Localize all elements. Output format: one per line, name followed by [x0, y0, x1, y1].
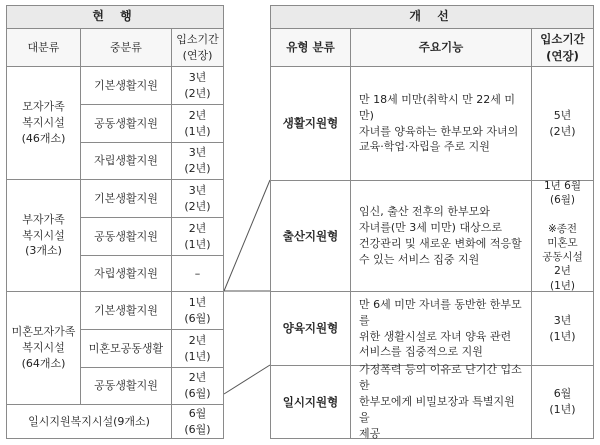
function-description: 임신, 출산 전후의 한부모와 자녀를(만 3세 미만) 대상으로 건강관리 및 새로운 변화에 적응할 수 있는 서비스 집중 지원 — [350, 180, 532, 292]
sub-category-cell: 공동생활지원 — [80, 217, 172, 256]
header-type: 유형 분류 — [270, 28, 351, 67]
period-cell: 1년 (6월) — [171, 291, 224, 330]
period-cell: 3년 (2년) — [171, 66, 224, 105]
period-cell: 3년 (2년) — [171, 142, 224, 180]
type-living-support: 생활지원형 — [270, 66, 351, 181]
header-stay-period: 입소기간 (연장) — [171, 28, 224, 67]
sub-category-cell: 기본생활지원 — [80, 66, 172, 105]
period-cell: 3년 (2년) — [171, 179, 224, 218]
sub-category-cell: 미혼모공동생활 — [80, 329, 172, 368]
group-unwed-mother-facility: 미혼모자가족 복지시설 (64개소) — [6, 291, 81, 405]
connector-line — [224, 365, 270, 394]
function-description: 만 6세 미만 자녀를 동반한 한부모를 위한 생활시설로 자녀 양육 관련 서비스를 집중적으로 지원 — [350, 291, 532, 366]
period-cell: 2년 (1년) — [171, 104, 224, 143]
group-mother-child-facility: 모자가족 복지시설 (46개소) — [6, 66, 81, 180]
period-cell: – — [171, 255, 224, 292]
sub-category-cell: 기본생활지원 — [80, 179, 172, 218]
header-stay-period: 입소기간 (연장) — [531, 28, 594, 67]
sub-category-cell: 기본생활지원 — [80, 291, 172, 330]
connector-line — [224, 180, 270, 291]
function-description: 만 18세 미만(취학시 만 22세 미만) 자녀를 양육하는 한부모와 자녀의 교육·학업·자립을 주로 지원 — [350, 66, 532, 181]
temporary-support-facility: 일시지원복지시설(9개소) — [6, 404, 172, 439]
right-table-title: 개 선 — [270, 5, 594, 29]
type-childbirth-support: 출산지원형 — [270, 180, 351, 292]
period-cell: 5년 (2년) — [531, 66, 594, 181]
header-sub-category: 중분류 — [80, 28, 172, 67]
function-description: 가정폭력 등의 이유로 단기간 입소한 한부모에게 비밀보장과 특별지원을 제공 — [350, 365, 532, 439]
sub-category-cell: 자립생활지원 — [80, 255, 172, 292]
period-cell: 6월 (6월) — [171, 404, 224, 439]
period-cell: 2년 (1년) — [171, 217, 224, 256]
left-table-title: 현 행 — [6, 5, 224, 29]
group-father-child-facility: 부자가족 복지시설 (3개소) — [6, 179, 81, 292]
period-cell: 3년 (1년) — [531, 291, 594, 366]
type-childcare-support: 양육지원형 — [270, 291, 351, 366]
sub-category-cell: 자립생활지원 — [80, 142, 172, 180]
period-cell: 1년 6월 (6월) ※종전 미혼모 공동시설 2년 (1년) — [531, 180, 594, 292]
period-cell: 2년 (6월) — [171, 367, 224, 405]
header-main-function: 주요기능 — [350, 28, 532, 67]
period-cell: 6월 (1년) — [531, 365, 594, 439]
sub-category-cell: 공동생활지원 — [80, 367, 172, 405]
sub-category-cell: 공동생활지원 — [80, 104, 172, 143]
period-cell: 2년 (1년) — [171, 329, 224, 368]
header-major-category: 대분류 — [6, 28, 81, 67]
type-temporary-support: 일시지원형 — [270, 365, 351, 439]
